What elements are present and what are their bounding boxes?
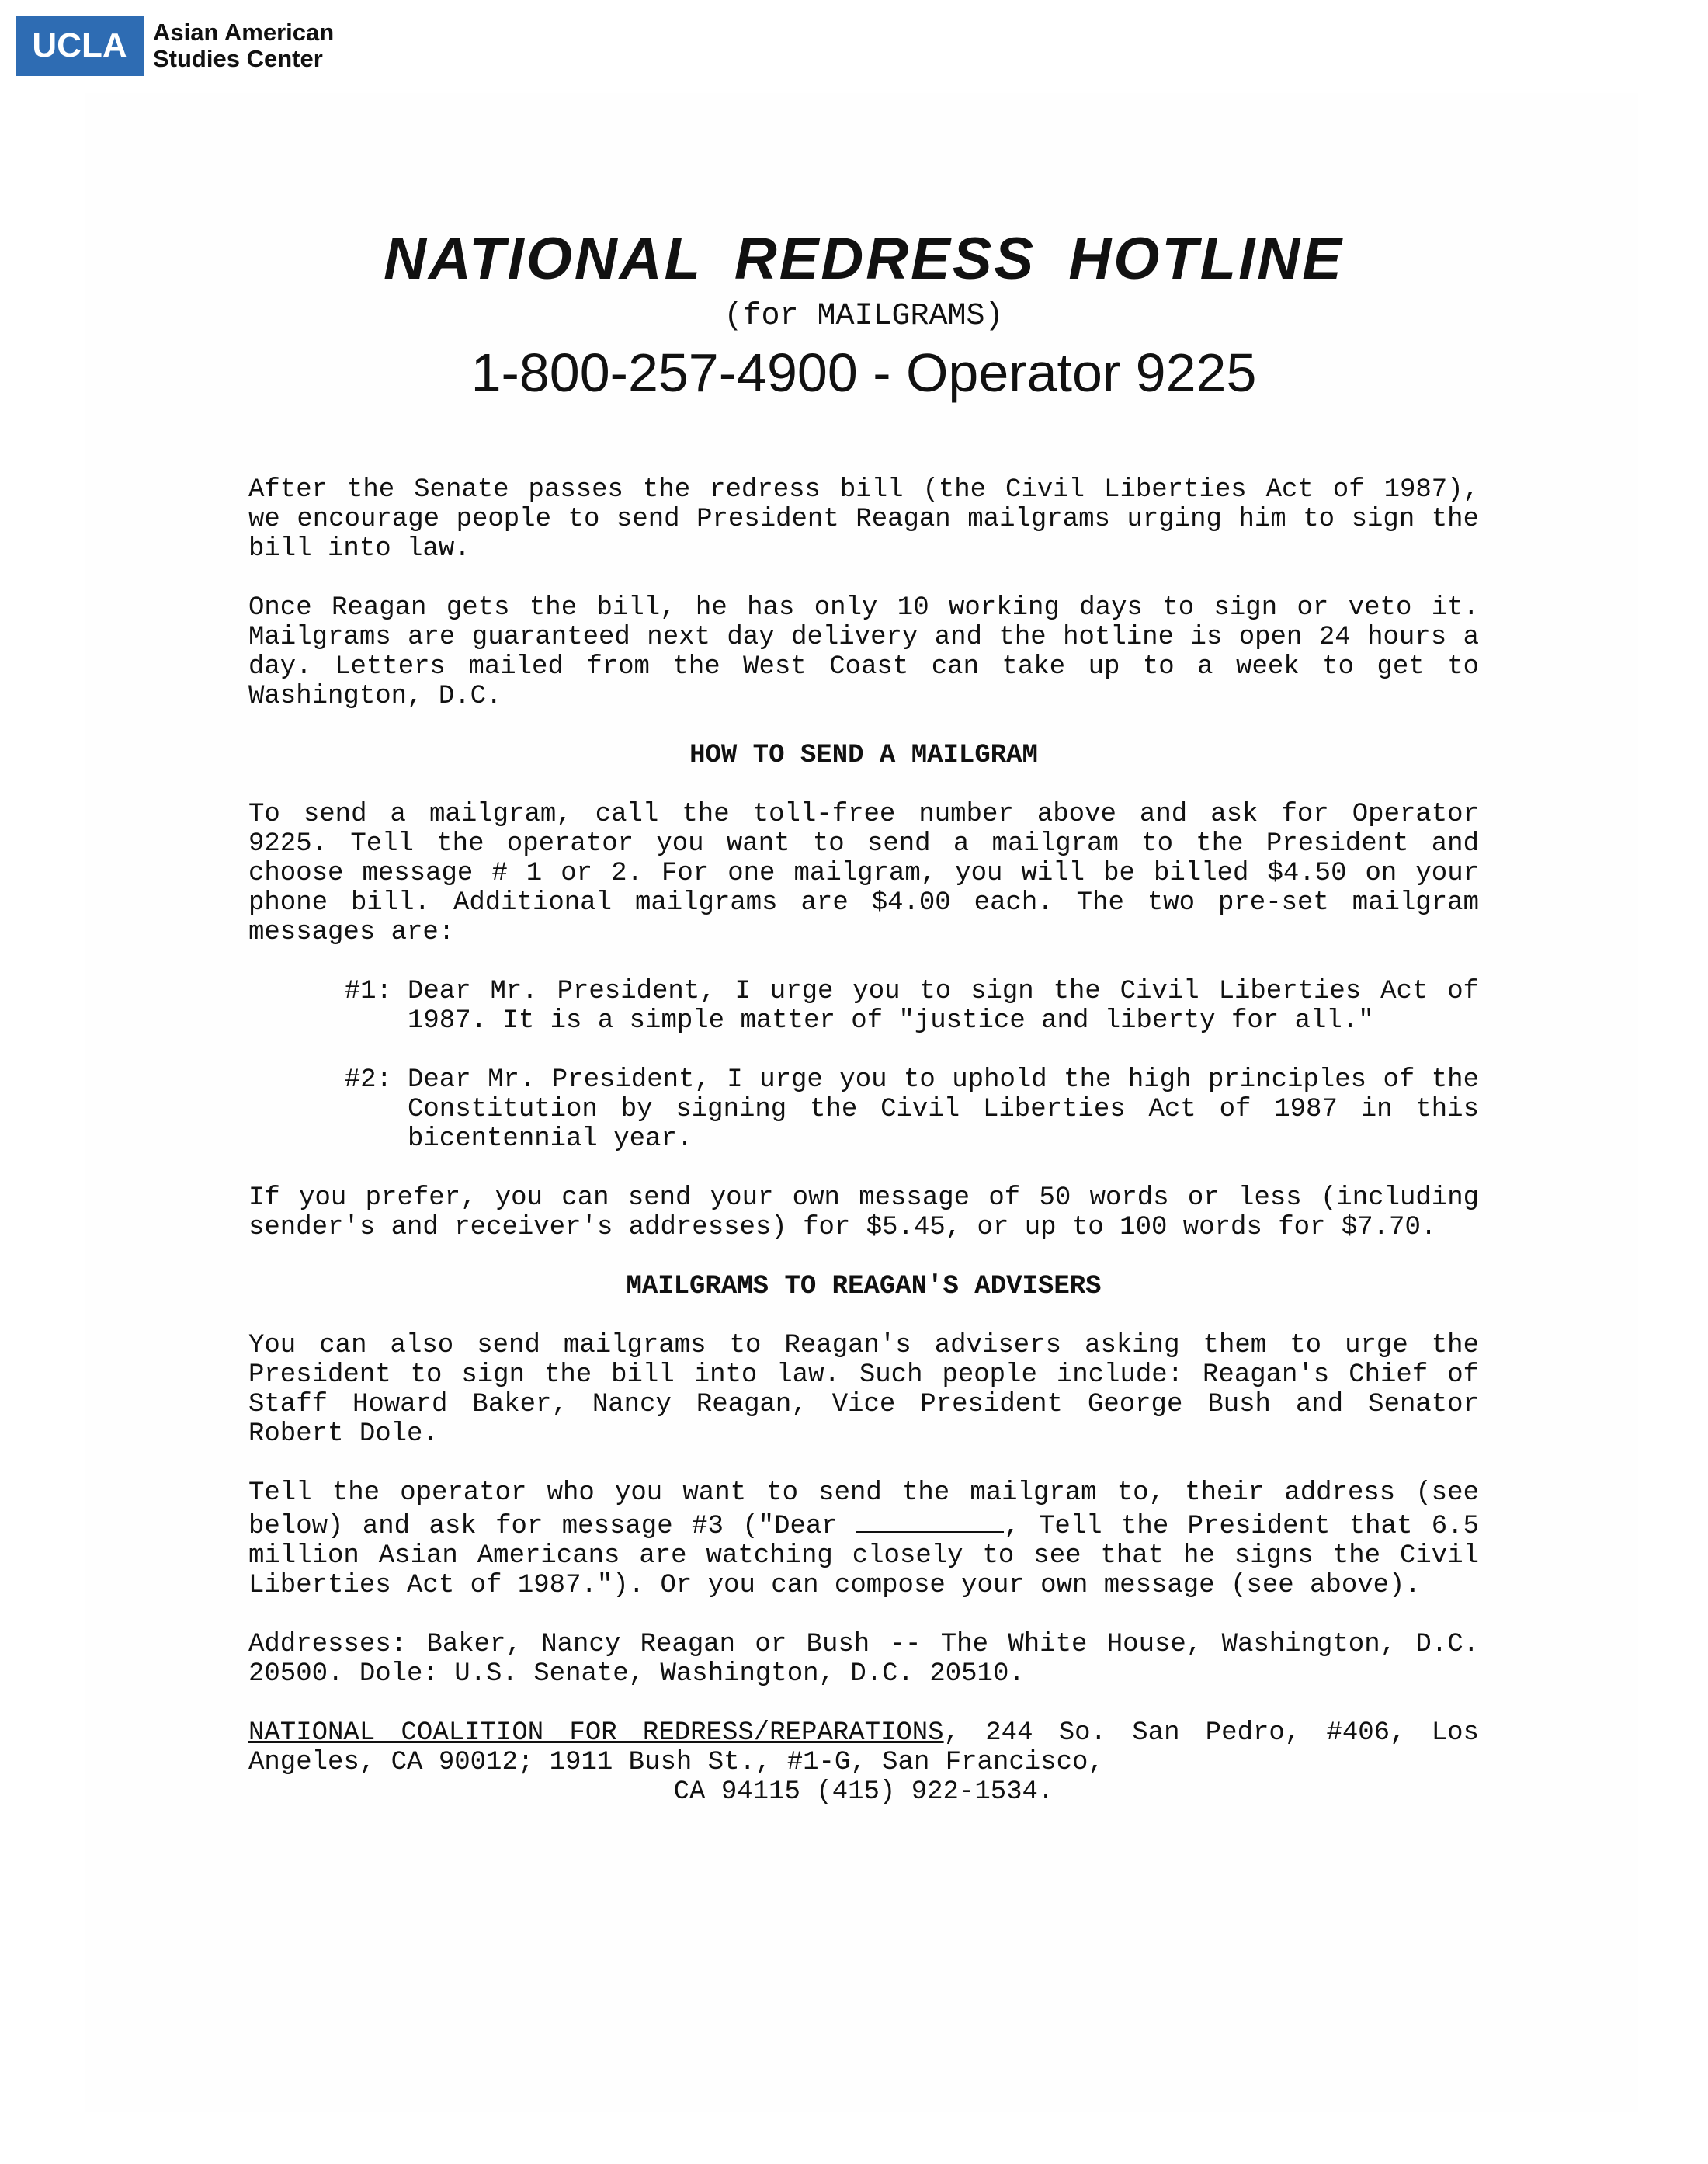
- name-blank-line: [856, 1508, 1004, 1533]
- footer-contact: [248, 1718, 1479, 1777]
- coalition-name: NATIONAL COALITION FOR REDRESS/REPARATIONS: [248, 1718, 944, 1748]
- heading-advisers: MAILGRAMS TO REAGAN'S ADVISERS: [626, 1272, 1102, 1301]
- logo-text: [153, 19, 334, 72]
- paragraph-advisers: You can also send mailgrams to Reagan's advisers asking them to urge the President to sign the bill into law. Such people include: Reagan's Chief of Staff Howard Baker, Nancy Reagan, Vice President George Bush and Senator Robert Dole.: [248, 1331, 1479, 1449]
- logo-line-1: Asian American: [153, 19, 335, 46]
- message-2-number: #2:: [344, 1065, 392, 1095]
- coalition-address-2: CA 94115 (415) 922-1534.: [673, 1777, 1054, 1807]
- ucla-logo-box: UCLA: [16, 16, 144, 76]
- message-3-part-1: Tell the operator who you want to send the mailgram to, their address (see below) and ask for message #3 ("Dear: [248, 1478, 1479, 1541]
- message-1-text: Dear Mr. President, I urge you to sign the Civil Liberties Act of 1987. It is a simple matter of "justice and liberty for all.": [408, 977, 1479, 1036]
- ucla-logo: [16, 16, 334, 76]
- paragraph-intro: After the Senate passes the redress bill (the Civil Liberties Act of 1987), we encourage people to send President Reagan mailgrams urging him to sign the bill into law.: [248, 475, 1479, 564]
- coalition-address-1: , 244 So. San Pedro, #406, Los Angeles, CA 90012; 1911 Bush St., #1-G, San Francisco,: [248, 1718, 1479, 1777]
- message-1: [248, 977, 1479, 1036]
- message-3-part-2: , Tell the President that 6.5 million Asian Americans are watching closely to see that he signs the Civil Liberties Act of 1987."). Or you can compose your own message (see above).: [248, 1512, 1479, 1600]
- paragraph-own-message: If you prefer, you can send your own message of 50 words or less (including sender's and receiver's addresses) for $5.45, or up to 100 words for $7.70.: [248, 1183, 1479, 1242]
- paragraph-deadline: Once Reagan gets the bill, he has only 10 working days to sign or veto it. Mailgrams are guaranteed next day delivery and the hotline is open 24 hours a day. Letters mailed from the West Coast can take up to a week to get to Washington, D.C.: [248, 593, 1479, 711]
- page-title: NATIONAL REDRESS HOTLINE: [384, 226, 1344, 292]
- message-1-number: #1:: [344, 977, 392, 1006]
- paragraph-instructions: To send a mailgram, call the toll-free number above and ask for Operator 9225. Tell the operator you want to send a mailgram to the President and choose message # 1 or 2. For one mailgram, you will be billed $4.50 on your phone bill. Additional mailgrams are $4.00 each. The two pre-set mailgram messages are:: [248, 800, 1479, 947]
- hotline-phone: 1-800-257-4900 - Operator 9225: [470, 342, 1257, 403]
- page-subtitle: (for MAILGRAMS): [724, 299, 1004, 334]
- message-2-text: Dear Mr. President, I urge you to uphold the high principles of the Constitution by signing the Civil Liberties Act of 1987 in this bicentennial year.: [408, 1065, 1479, 1154]
- message-2: [248, 1065, 1479, 1154]
- logo-line-2: Studies Center: [153, 45, 323, 72]
- document: [248, 217, 1479, 1807]
- document-body: [248, 475, 1479, 1807]
- paragraph-message-3: [248, 1478, 1479, 1600]
- heading-how-to-send: HOW TO SEND A MAILGRAM: [689, 741, 1038, 770]
- paragraph-addresses: Addresses: Baker, Nancy Reagan or Bush -- The White House, Washington, D.C. 20500. Dole: U.S. Senate, Washington, D.C. 20510.: [248, 1630, 1479, 1689]
